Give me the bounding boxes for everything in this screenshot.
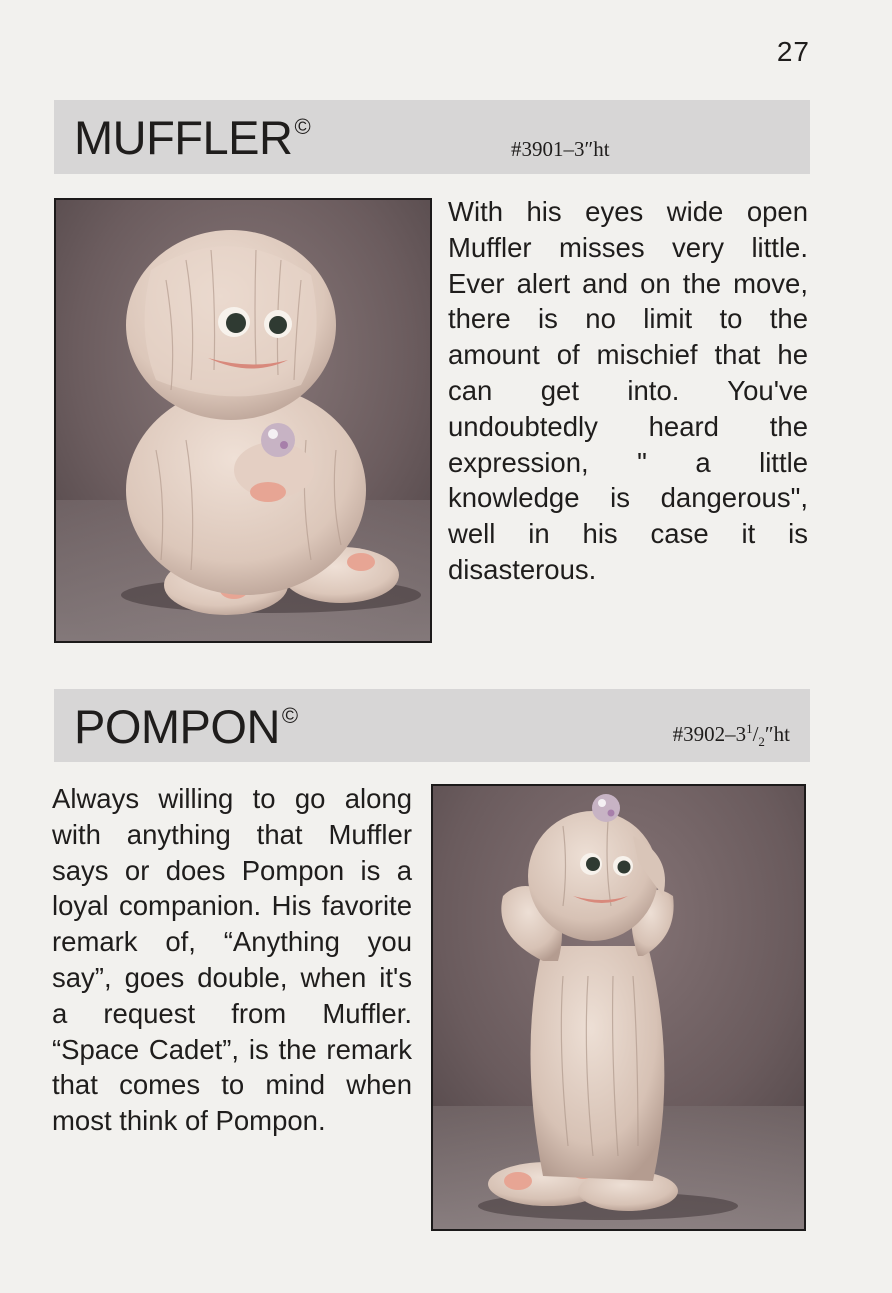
muffler-title <box>74 110 310 165</box>
muffler-copyright-symbol: © <box>294 114 311 139</box>
pompon-name: POMPON <box>74 700 280 753</box>
muffler-figurine-illustration <box>56 200 430 641</box>
page-number: 27 <box>776 36 810 67</box>
muffler-description: With his eyes wide open Muffler misses very little. Ever alert and on the move, there is no limit to the amount of mischief that he can get into. You've undoubtedly heard the expression, " a little knowledge is dangerous", well in his case it is disasterous. <box>448 196 808 585</box>
pompon-copyright-symbol: © <box>281 703 298 728</box>
pompon-title <box>74 699 298 754</box>
muffler-photo <box>54 198 432 643</box>
pompon-photo <box>431 784 806 1231</box>
pompon-description: Always willing to go along with anything that Muffler says or does Pompon is a loyal companion. His favorite remark of, “Anything you say”, goes double, when it's a request from Muffler. “Space Cadet”, is the remark that comes to mind when most think of Pompon. <box>52 783 412 1137</box>
pompon-code-suffix: ″ht <box>764 721 790 746</box>
pompon-code-fraction-den: 2 <box>758 734 765 749</box>
muffler-name: MUFFLER <box>74 111 293 164</box>
pompon-figurine-illustration <box>433 786 804 1229</box>
pompon-code-fraction-num: 1 <box>746 720 753 736</box>
muffler-title-band <box>54 100 810 174</box>
pompon-code-prefix: #3902–3 <box>672 721 747 746</box>
muffler-item-code: #3901–3″ht <box>511 137 610 161</box>
pompon-title-band <box>54 689 810 762</box>
pompon-item-code: $\#3902-3^1/_2''ht$ <box>672 720 790 749</box>
